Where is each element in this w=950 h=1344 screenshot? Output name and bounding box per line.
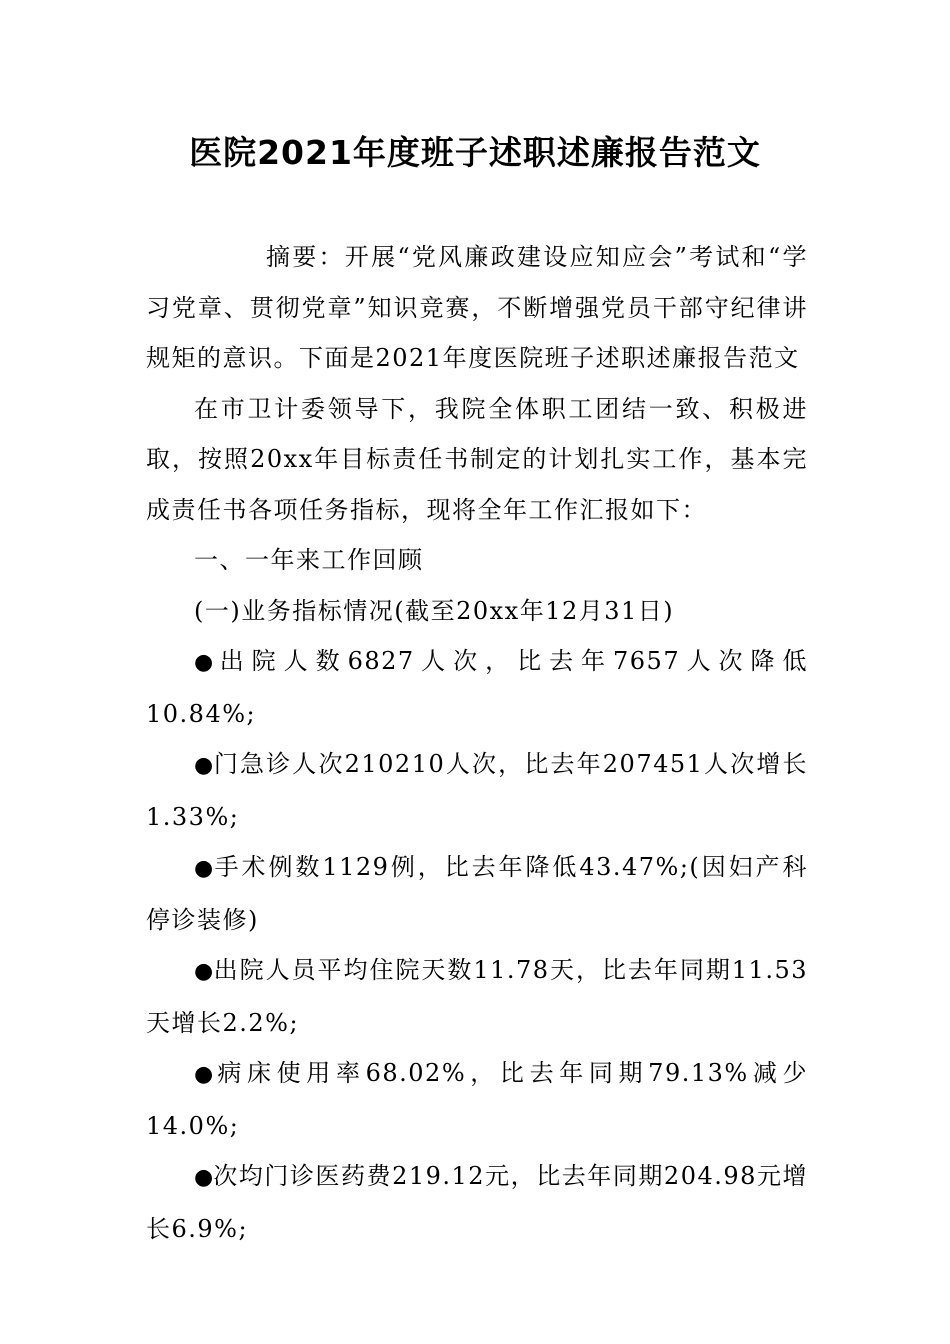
document-body — [146, 232, 808, 1254]
list-item — [146, 636, 808, 739]
bullet-icon: ● — [194, 856, 215, 881]
list-item — [146, 739, 808, 842]
list-item — [146, 1151, 808, 1254]
list-item-text: 次均门诊医药费219.12元，比去年同期204.98元增长6.9%; — [146, 1162, 808, 1243]
document-title: 医院2021年度班子述职述廉报告范文 — [189, 133, 761, 172]
list-item-text: 手术例数1129例，比去年降低43.47%;(因妇产科停诊装修) — [146, 853, 808, 934]
list-item — [146, 945, 808, 1048]
bullet-icon: ● — [194, 753, 214, 778]
list-item-text: 门急诊人次210210人次，比去年207451人次增长1.33%; — [146, 750, 809, 831]
section-heading: 一、一年来工作回顾 — [194, 546, 424, 574]
list-item-text: 出院人员平均住院天数11.78天，比去年同期11.53天增长2.2%; — [146, 956, 808, 1037]
subsection-heading: (一)业务指标情况(截至20xx年12月31日) — [194, 596, 675, 625]
list-item-text: 病床使用率68.02%，比去年同期79.13%减少14.0%; — [146, 1059, 808, 1140]
bullet-icon: ● — [194, 650, 220, 675]
bullet-icon: ● — [194, 1062, 218, 1087]
list-item-text: 出院人数6827人次，比去年7657人次降低10.84%; — [146, 647, 809, 728]
abstract-paragraph: 摘要：开展“党风廉政建设应知应会”考试和“学习党章、贯彻党章”知识竞赛，不断增强党员干部守纪律讲规矩的意识。下面是2021年度医院班子述职述廉报告范文 — [146, 243, 808, 372]
intro-paragraph: 在市卫计委领导下，我院全体职工团结一致、积极进取，按照20xx年目标责任书制定的计划扎实工作，基本完成责任书各项任务指标，现将全年工作汇报如下： — [146, 394, 808, 524]
list-item — [146, 842, 808, 945]
bullet-icon: ● — [194, 959, 214, 984]
list-item — [146, 1048, 808, 1151]
bullet-icon: ● — [194, 1165, 214, 1190]
